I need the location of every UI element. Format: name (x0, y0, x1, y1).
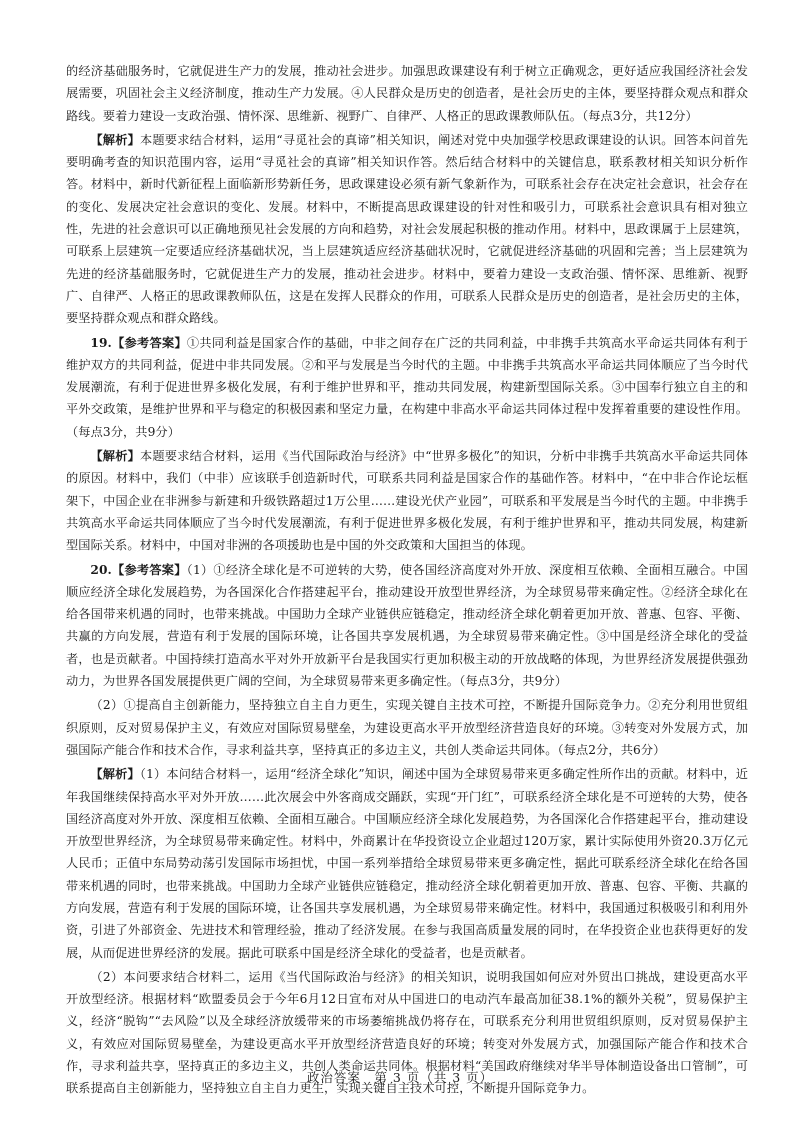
paragraph-text: ①共同利益是国家合作的基础，中非之间存在广泛的共同利益，中非携手共筑高水平命运共同体有利于维护双方的共同利益，促进中非共同发展。②和平与发展是当今时代的主题。中非携手共筑高水平命运共同体顺应了当今时代发展潮流，有利于促进世界多极化发展，有利于维护世界和平，推动共同发展，构建新型国际关系。③中国奉行独立自主的和平外交政策，是维护世界和平与稳定的积极因素和坚定力量，在构建中非高水平命运共同体过程中发挥着重要的建设性作用。（每点3分，共9分） (66, 335, 749, 439)
paragraph-text: 本题要求结合材料，运用《当代国际政治与经济》中“世界多极化”的知识，分析中非携手共筑高水平命运共同体的原因。材料中，我们（中非）应该联手创造新时代，可联系共同利益是国家合作的基础作答。材料中，“在中非合作论坛框架下，中国企业在非洲参与新建和升级铁路超过1万公里……建设光伏产业园”，可联系和平发展是当今时代的主题。中非携手共筑高水平命运共同体顺应了当今时代发展潮流，有利于促进世界多极化发展，有利于维护世界和平，推动共同发展，构建新型国际关系。材料中，中国对非洲的各项援助也是中国的外交政策和大国担当的体现。 (66, 449, 748, 553)
paragraph-text: （1）①经济全球化是不可逆转的大势，使各国经济高度对外开放、深度相互依赖、全面相互融合。中国顺应经济全球化发展趋势，为各国深化合作搭建起平台，推动建设开放型世界经济，为全球贸易带来确定性。②经济全球化在给各国带来机遇的同时，也带来挑战。中国助力全球产业链供应链稳定，推动经济全球化朝着更加开放、普惠、包容、平衡、共赢的方向发展，营造有利于发展的国际环境，让各国共享发展机遇，为全球贸易带来确定性。③中国是经济全球化的受益者，也是贡献者。中国持续打造高水平对外开放新平台是我国实行更加积极主动的开放战略的体现，为世界经济发展提供强劲动力，为世界各国发展提供更广阔的空间，为全球贸易带来更多确定性。（每点3分，共9分） (66, 562, 748, 689)
answer-page (66, 60, 748, 1100)
paragraph-6-answer-20-2 (66, 694, 748, 761)
analysis-label: 【解析】 (90, 132, 140, 147)
paragraph-4-analysis (66, 445, 748, 556)
answer-label: 20.【参考答案】 (90, 562, 187, 577)
analysis-label: 【解析】 (90, 449, 140, 464)
paragraph-2-analysis (66, 129, 748, 330)
paragraph-text: （2）本问要求结合材料二，运用《当代国际政治与经济》的相关知识，说明我国如何应对外贸出口挑战，建设更高水平开放型经济。根据材料“欧盟委员会于今年6月12日宣布对从中国进口的电动汽车最高加征38.1%的额外关税”，贸易保护主义，经济“脱钩”“去风险”以及全球经济放缓带来的市场萎缩挑战仍将存在，可联系充分利用世贸组织原则，反对贸易保护主义，有效应对国际贸易壁垒，为建设更高水平开放型经济营造良好的环境；转变对外发展方式，加强国际产能合作和技术合作，寻求利益共享，坚持真正的多边主义，共创人类命运共同体。根据材料“美国政府继续对华半导体制造设备出口管制”，可联系提高自主创新能力，坚持独立自主自力更生，实现关键自主技术可控，不断提升国际竞争力。 (66, 969, 748, 1096)
paragraph-text: （2）①提高自主创新能力，坚持独立自主自力更生，实现关键自主技术可控，不断提升国际竞争力。②充分利用世贸组织原则，反对贸易保护主义，有效应对国际贸易壁垒，为建设更高水平开放型经济营造良好的环境。③转变对外发展方式，加强国际产能合作和技术合作，寻求利益共享，坚持真正的多边主义，共创人类命运共同体。（每点2分，共6分） (66, 698, 748, 757)
paragraph-7-analysis (66, 763, 748, 964)
paragraph-5-answer-20 (66, 559, 748, 693)
paragraph-3-answer-19 (66, 332, 748, 443)
page-footer: 政治答案 第 3 页（共 3 页） (306, 1070, 494, 1085)
paragraph-text: （1）本问结合材料一，运用“经济全球化”知识，阐述中国为全球贸易带来更多确定性所作出的贡献。材料中，近年我国继续保持高水平对外开放……此次展会中外客商成交踊跃，实现“开门红”，可联系经济全球化是不可逆转的大势，使各国经济高度对外开放、深度相互依赖、全面相互融合。中国顺应经济全球化发展趋势，为各国深化合作搭建起平台，推动建设开放型世界经济，为全球贸易带来确定性。材料中，外商累计在华投资设立企业超过120万家，累计实际使用外资20.3万亿元人民币；正值中东局势动荡引发国际市场担忧，中国一系列举措给全球贸易带来更多确定性，据此可联系经济全球化在给各国带来机遇的同时，也带来挑战。中国助力全球产业链供应链稳定，推动经济全球化朝着更加开放、普惠、包容、平衡、共赢的方向发展，营造有利于发展的国际环境，让各国共享发展机遇，为全球贸易带来确定性。材料中，我国通过积极吸引和利用外资，引进了外部资金、先进技术和管理经验，推动了经济发展。在参与我国高质量发展的同时，在华投资企业也获得更好的发展，从而促进世界经济的发展。据此可联系中国是经济全球化的受益者，也是贡献者。 (66, 767, 748, 960)
paragraph-text: 本题要求结合材料，运用“寻觅社会的真谛”相关知识，阐述对党中央加强学校思政课建设的认识。回答本问首先要明确考查的知识范围内容，运用“寻觅社会的真谛”相关知识作答。然后结合材料中的关键信息，联系教材相关知识分析作答。材料中，新时代新征程上面临新形势新任务，思政课建设必须有新气象新作为，可联系社会存在决定社会意识，社会存在的变化、发展决定社会意识的变化、发展。材料中，不断提高思政课建设的针对性和吸引力，可联系社会意识具有相对独立性，先进的社会意识可以正确地预见社会发展的方向和趋势，对社会发展起积极的推动作用。材料中，思政课属于上层建筑，可联系上层建筑一定要适应经济基础状况，当上层建筑适应经济基础状况时，它就促进经济基础的巩固和完善；当上层建筑为先进的经济基础服务时，它就促进生产力的发展，推动社会进步。材料中，要着力建设一支政治强、情怀深、思维新、视野广、自律严、人格正的思政课教师队伍，这是在发挥人民群众的作用，可联系人民群众是历史的创造者，是社会历史的主体，要坚持群众观点和群众路线。 (66, 132, 748, 326)
answer-label: 19.【参考答案】 (90, 335, 187, 350)
analysis-label: 【解析】 (90, 767, 140, 782)
paragraph-1 (66, 60, 748, 127)
paragraph-text: 的经济基础服务时，它就促进生产力的发展，推动社会进步。加强思政课建设有利于树立正确观念，更好适应我国经济社会发展需要，巩固社会主义经济制度，推动生产力发展。④人民群众是历史的创造者，是社会历史的主体，要坚持群众观点和群众路线。要着力建设一支政治强、情怀深、思维新、视野广、自律严、人格正的思政课教师队伍。（每点3分，共12分） (66, 64, 748, 123)
